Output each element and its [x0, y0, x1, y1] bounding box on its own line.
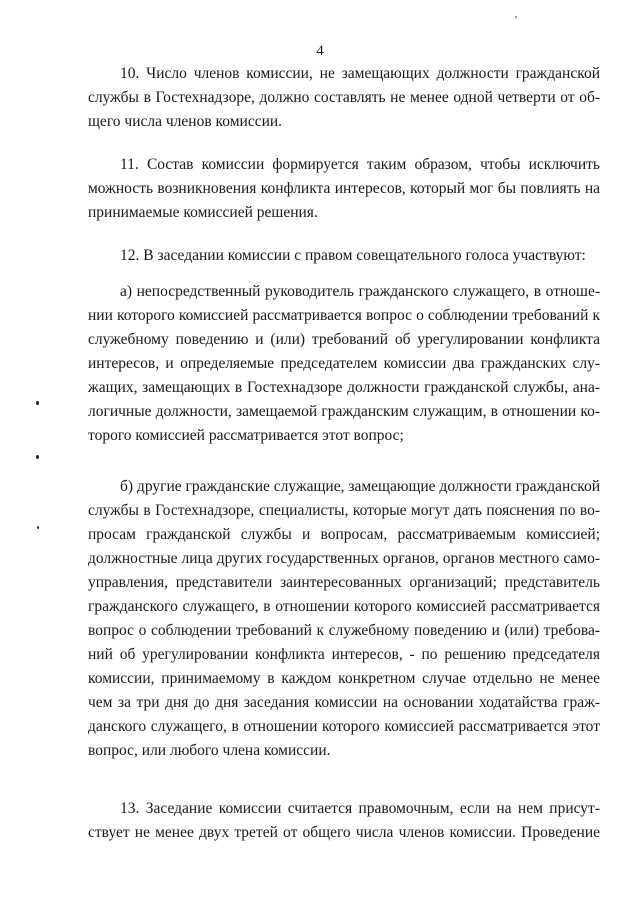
paragraph-line: ствует не менее двух третей от общего числа членов комиссии. Проведение: [88, 824, 600, 841]
paragraph-10: [88, 62, 600, 134]
scan-speck: [515, 16, 517, 18]
paragraph-line: жащих, замещающих в Гостехнадзоре должности гражданской службы, ана-: [88, 379, 600, 396]
paragraph-line: щего числа членов комиссии.: [88, 113, 283, 130]
paragraph-12-a: [88, 280, 600, 448]
paragraph-line: нии которого комиссией рассматривается вопрос о соблюдении требований к: [88, 307, 600, 324]
paragraph-line: службы в Гостехнадзоре, специалисты, которые могут дать пояснения по во-: [88, 502, 600, 519]
paragraph-line: торого комиссией рассматривается этот вопрос;: [88, 427, 404, 444]
paragraph-line: вопрос, или любого члена комиссии.: [88, 742, 331, 759]
scan-speck: [36, 455, 39, 459]
paragraph-line: а) непосредственный руководитель гражданского служащего, в отноше-: [120, 283, 600, 300]
paragraph-line: просам гражданской службы и вопросам, рассматриваемым комиссией;: [88, 526, 600, 543]
paragraph-line: службы в Гостехнадзоре, должно составлять не менее одной четверти от об-: [88, 89, 600, 106]
paragraph-line: 12. В заседании комиссии с правом совещательного голоса участвуют:: [120, 247, 586, 264]
page-number: 4: [316, 43, 324, 59]
paragraph-line: интересов, и определяемые председателем комиссии два гражданских слу-: [88, 355, 600, 372]
paragraph-line: 13. Заседание комиссии считается правомочным, если на нем присут-: [120, 800, 600, 817]
paragraph-line: ний об урегулировании конфликта интересов, - по решению председателя: [88, 646, 600, 663]
paragraph-line: можность возникновения конфликта интересов, который мог бы повлиять на: [88, 180, 600, 197]
paragraph-line: служебному поведению и (или) требований об урегулировании конфликта: [88, 331, 600, 348]
paragraph-line: б) другие гражданские служащие, замещающие должности гражданской: [120, 478, 600, 495]
paragraph-line: чем за три дня до дня заседания комиссии на основании ходатайства граж-: [88, 694, 600, 711]
paragraph-line: логичные должности, замещаемой гражданским служащим, в отношении ко-: [88, 403, 600, 420]
paragraph-line: 11. Состав комиссии формируется таким образом, чтобы исключить: [120, 156, 600, 173]
paragraph-13: [88, 797, 600, 845]
paragraph-12-b: [88, 475, 600, 763]
paragraph-line: комиссии, принимаемому в каждом конкретном случае отдельно не менее: [88, 670, 600, 687]
paragraph-line: гражданского служащего, в отношении которого комиссией рассматривается: [88, 598, 600, 615]
paragraph-line: принимаемые комиссией решения.: [88, 204, 318, 221]
paragraph-line: вопрос о соблюдении требований к служебному поведению и (или) требова-: [88, 622, 600, 639]
scan-speck: [37, 526, 39, 529]
paragraph-line: должностные лица других государственных органов, органов местного само-: [88, 550, 600, 567]
paragraph-11: [88, 153, 600, 225]
paragraph-line: 10. Число членов комиссии, не замещающих должности гражданской: [120, 65, 600, 82]
paragraph-line: данского служащего, в отношении которого комиссией рассматривается этот: [88, 718, 600, 735]
paragraph-line: управления, представители заинтересованных организаций; представитель: [88, 574, 600, 591]
scan-speck: [36, 401, 39, 405]
paragraph-12: [88, 244, 600, 268]
